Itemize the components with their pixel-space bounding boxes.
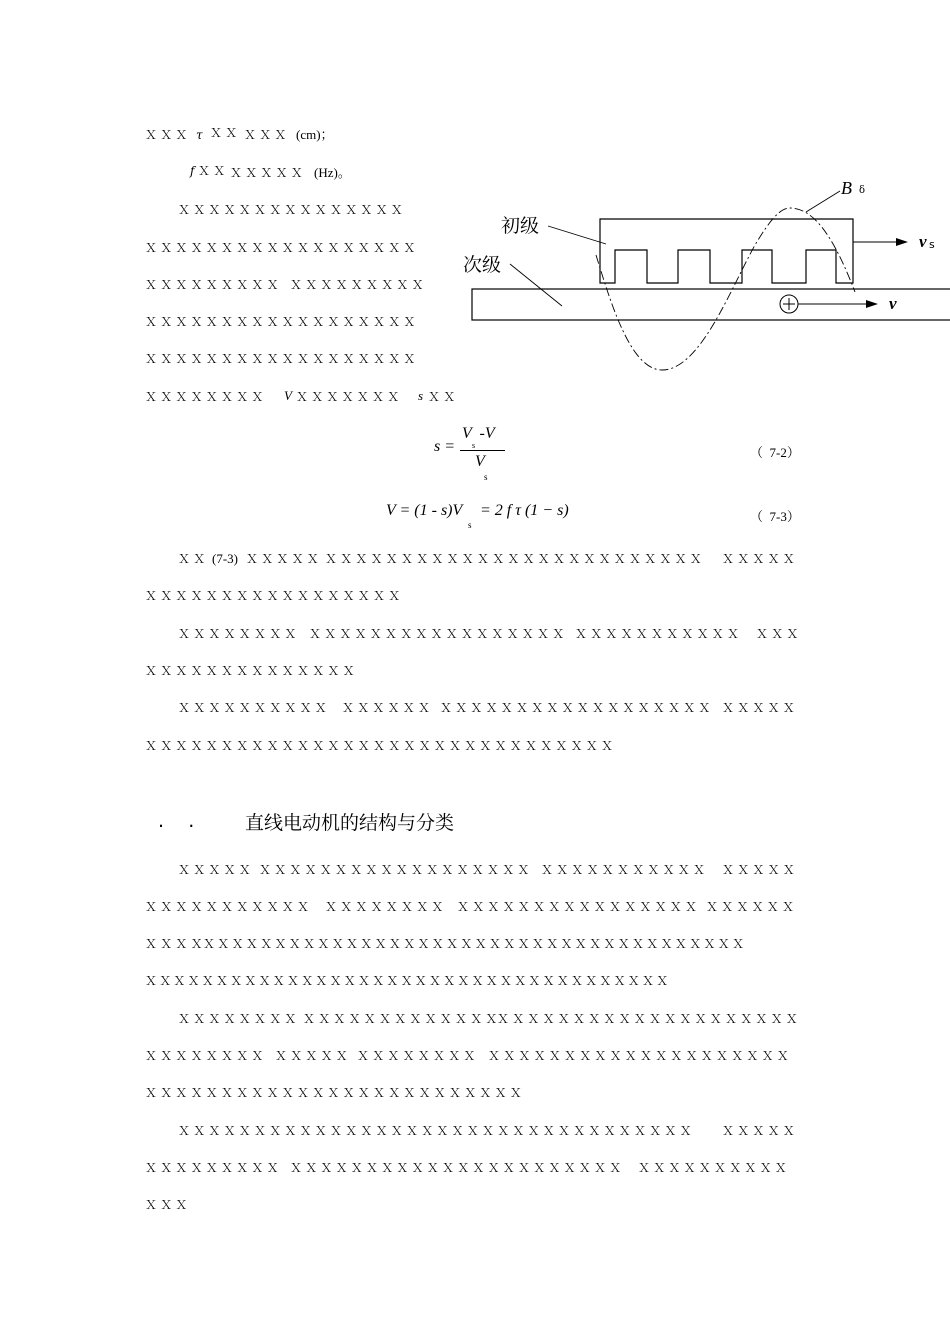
para7-line2c: ＸＸＸＸＸＸＸＸＸＸ — [638, 1161, 791, 1175]
para1-line3b: ＸＸＸＸＸＸＸＸＸ — [290, 278, 427, 292]
para3-line2: ＸＸＸＸＸＸＸＸＸＸＸＸＸＸ — [145, 664, 358, 678]
eq-ref: (7-3) — [212, 551, 238, 566]
unit-hz: (Hz)。 — [314, 165, 351, 180]
unit-cm: (cm)； — [296, 127, 334, 142]
section-number: . . — [158, 810, 195, 832]
text-line: ＸＸＸ — [145, 128, 191, 142]
eq2-number: （ 7-3） — [750, 509, 800, 524]
para2-line1a: ＸＸ — [178, 552, 209, 566]
para6-line2c: ＸＸＸＸＸＸＸＸ — [357, 1049, 479, 1063]
vs-arrowhead — [896, 238, 908, 246]
para1-line2: ＸＸＸＸＸＸＸＸＸＸＸＸＸＸＸＸＸＸ — [145, 241, 419, 255]
eq1-denominator: V — [475, 453, 485, 470]
para7-line2b: ＸＸＸＸＸＸＸＸＸＸＸＸＸＸＸＸＸＸＸＸＸＸ — [290, 1161, 625, 1175]
para5-line1c: ＸＸＸＸＸＸＸＸＸＸＸ — [541, 863, 709, 877]
para2-line1d: ＸＸＸＸＸＸＸＸＸＸＸＸＸＸＸＸＸＸＸＸＸＸＸＸＸ — [325, 552, 706, 566]
para1-line1: ＸＸＸＸＸＸＸＸＸＸＸＸＸＸＸ — [178, 203, 407, 217]
para5-line2a: ＸＸＸＸＸＸＸＸＸＸＸ — [145, 900, 313, 914]
text-line: ＸＸ — [198, 164, 229, 178]
para6-line2a: ＸＸＸＸＸＸＸＸ — [145, 1049, 267, 1063]
secondary-plate — [472, 289, 950, 320]
para4-line1b: ＸＸＸＸＸＸ — [342, 701, 434, 715]
para1-line6a: ＸＸＸＸＸＸＸＸ — [145, 390, 267, 404]
para4-line1d: ＸＸＸＸＸ — [722, 701, 799, 715]
para7-line2a: ＸＸＸＸＸＸＸＸＸ — [145, 1161, 282, 1175]
para5-line4: ＸＸＸＸＸＸＸＸＸＸＸＸＸＸＸＸＸＸＸＸＸＸＸＸＸＸＸＸＸＸＸＸＸＸＸＸＸ — [145, 974, 671, 988]
para2-line2: ＸＸＸＸＸＸＸＸＸＸＸＸＸＸＸＸＸ — [145, 589, 404, 603]
vs-sub: s — [929, 238, 935, 251]
vs-label: v — [919, 232, 927, 251]
text-line: ＸＸＸＸＸ — [230, 166, 307, 180]
linear-motor-diagram — [460, 170, 950, 380]
tau-symbol: τ — [196, 128, 203, 142]
para1-line4: ＸＸＸＸＸＸＸＸＸＸＸＸＸＸＸＸＸＸ — [145, 315, 419, 329]
para5-line2d: ＸＸＸＸＸＸ — [706, 900, 798, 914]
para6-line1c: ＸＸＸＸＸＸＸＸＸＸＸＸＸＸＸＸＸＸＸＸ — [497, 1012, 802, 1026]
para6-line3: ＸＸＸＸＸＸＸＸＸＸＸＸＸＸＸＸＸＸＸＸＸＸＸＸＸ — [145, 1086, 526, 1100]
s-symbol: s — [418, 388, 424, 403]
eq2-left: V = (1 - s)V — [386, 502, 463, 519]
b-sub: δ — [859, 185, 866, 196]
para6-line2d: ＸＸＸＸＸＸＸＸＸＸＸＸＸＸＸＸＸＸＸＸ — [488, 1049, 793, 1063]
para5-line2c: ＸＸＸＸＸＸＸＸＸＸＸＸＸＸＸＸ — [457, 900, 701, 914]
primary-label: 初级 — [501, 215, 540, 237]
para4-line2: ＸＸＸＸＸＸＸＸＸＸＸＸＸＸＸＸＸＸＸＸＸＸＸＸＸＸＸＸＸＸＸ — [145, 739, 617, 753]
eq1-number: （ 7-2） — [750, 445, 800, 460]
eq1-den-sub: s — [484, 472, 488, 482]
para3-line1a: ＸＸＸＸＸＸＸＸ — [178, 627, 300, 641]
para1-line6c: ＸＸＸＸＸＸＸ — [296, 390, 403, 404]
eq2-sub: s — [468, 520, 472, 530]
v-symbol: V — [284, 388, 292, 403]
para7-line3: ＸＸＸ — [145, 1198, 191, 1212]
section-title: 直线电动机的结构与分类 — [245, 812, 455, 834]
para4-line1c: ＸＸＸＸＸＸＸＸＸＸＸＸＸＸＸＸＸＸ — [440, 701, 714, 715]
para6-line2b: ＸＸＸＸＸ — [275, 1049, 352, 1063]
b-leader — [806, 191, 840, 212]
para5-line3b: ＸＸＸＸＸＸＸＸＸＸＸＸＸＸＸＸＸＸＸＸＸＸＸＸＸＸＸＸＸＸＸＸＸＸＸＸＸＸ — [203, 937, 747, 951]
eq1-num-sub: s — [472, 441, 476, 450]
eq1-numerator: V -V — [462, 425, 495, 442]
para5-line3a: ＸＸＸＸ — [145, 937, 206, 951]
para7-line1a: ＸＸＸＸＸＸＸＸＸＸＸＸＸＸＸＸＸＸＸＸＸＸＸＸＸＸＸＸＸＸＸＸＸＸ — [178, 1124, 695, 1138]
fraction-bar — [460, 450, 505, 451]
para6-line1b: ＸＸＸＸＸＸＸＸＸＸＸＸＸ — [303, 1012, 501, 1026]
v-label: v — [889, 294, 897, 313]
para2-line1e: ＸＸＸＸＸ — [722, 552, 799, 566]
para4-line1a: ＸＸＸＸＸＸＸＸＸＸ — [178, 701, 331, 715]
text-line: ＸＸＸ — [244, 128, 290, 142]
para6-line1a: ＸＸＸＸＸＸＸＸ — [178, 1012, 300, 1026]
para2-line1c: ＸＸＸＸＸ — [246, 552, 323, 566]
para1-line3a: ＸＸＸＸＸＸＸＸＸ — [145, 278, 282, 292]
eq1-lhs: s = — [434, 438, 456, 455]
para1-line6e: ＸＸ — [428, 390, 459, 404]
para5-line1d: ＸＸＸＸＸ — [722, 863, 799, 877]
primary-leader — [548, 226, 606, 244]
secondary-leader — [510, 264, 562, 306]
para3-line1b: ＸＸＸＸＸＸＸＸＸＸＸＸＸＸＸＸＸ — [309, 627, 568, 641]
para3-line1d: ＸＸＸ — [756, 627, 802, 641]
eq2-right: = 2 f τ (1 − s) — [476, 502, 569, 519]
para1-line5: ＸＸＸＸＸＸＸＸＸＸＸＸＸＸＸＸＸＸ — [145, 352, 419, 366]
para5-line1b: ＸＸＸＸＸＸＸＸＸＸＸＸＸＸＸＸＸＸ — [259, 863, 533, 877]
secondary-label: 次级 — [463, 254, 502, 276]
v-arrowhead — [866, 300, 878, 308]
para5-line2b: ＸＸＸＸＸＸＸＸ — [325, 900, 447, 914]
para5-line1a: ＸＸＸＸＸ — [178, 863, 255, 877]
para3-line1c: ＸＸＸＸＸＸＸＸＸＸＸ — [575, 627, 743, 641]
para7-line1b: ＸＸＸＸＸ — [722, 1124, 799, 1138]
text-line: ＸＸ — [210, 126, 241, 140]
b-label: B — [841, 178, 852, 198]
f-symbol: f — [190, 164, 195, 178]
primary-core — [600, 219, 853, 283]
